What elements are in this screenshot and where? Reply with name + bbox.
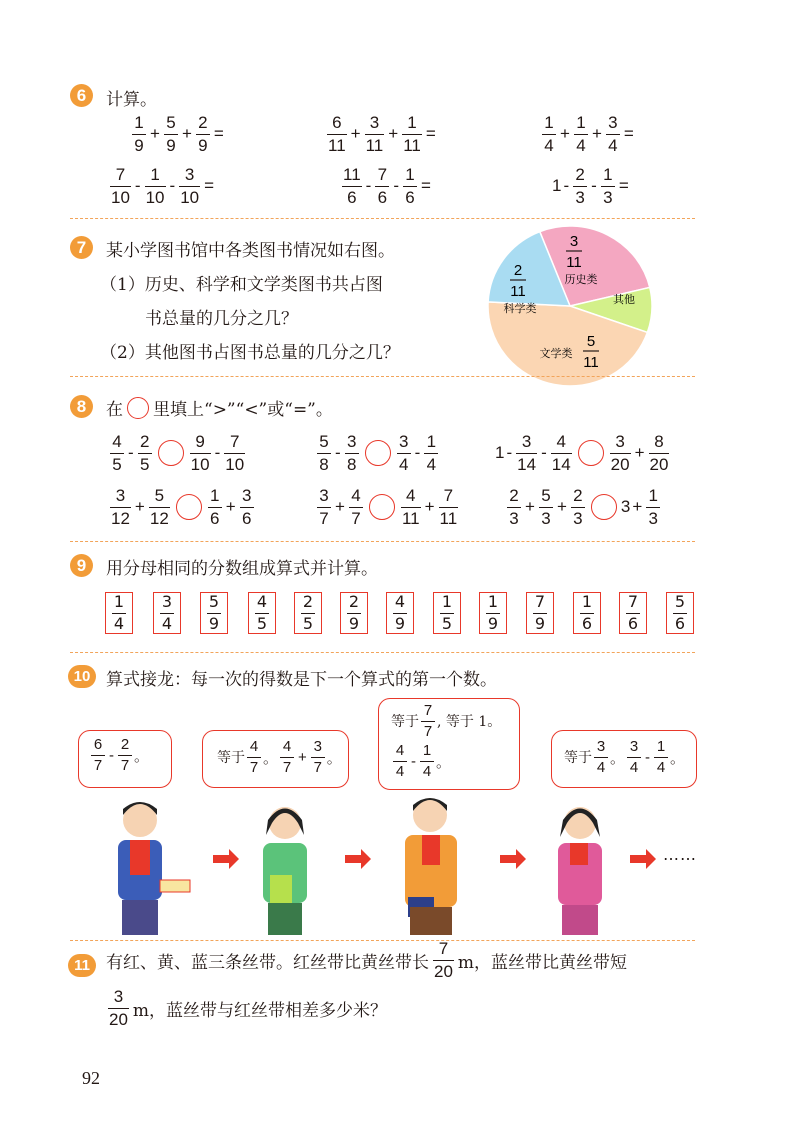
answer-circle[interactable]: [578, 440, 604, 466]
page-number: 92: [82, 1068, 100, 1088]
fraction-card: $\frac{4}{5}$: [248, 592, 276, 634]
fraction-card: $\frac{1}{9}$: [479, 592, 507, 634]
fraction: $\frac{1}{11}$: [403, 113, 421, 155]
section-8-title: 在 里填上“>”“<”或“=”。: [106, 395, 333, 420]
pie-label-history-num: 3: [569, 233, 579, 250]
fraction: $\frac{7}{10}$: [225, 432, 245, 474]
question-7-1: （1）历史、科学和文学类图书共占图: [100, 275, 383, 295]
pie-label-science-num: 2: [513, 262, 523, 279]
fraction: $\frac{7}{6}$: [375, 166, 389, 207]
pie-label-literature: 文学类: [539, 347, 573, 360]
fraction: $\frac{3}{4}$: [397, 433, 411, 474]
fraction: $\frac{11}{6}$: [343, 165, 361, 207]
fraction: $\frac{7}{10}$: [111, 165, 130, 207]
section-10-number: 10: [68, 665, 96, 688]
fraction-card: $\frac{3}{4}$: [153, 592, 181, 634]
compare-5: $\frac{3}{7}$ + $\frac{4}{7}$ $\frac{4}{11}$ + $\frac{7}{11}$: [315, 487, 460, 528]
fraction: $\frac{1}{9}$: [132, 114, 146, 155]
fraction: $\frac{3}{12}$: [111, 486, 130, 528]
calc-expr-1: $\frac{1}{9}$ + $\frac{5}{9}$ + $\frac{2}{9}$ =: [130, 114, 226, 155]
section-9-title: 用分母相同的分数组成算式并计算。: [106, 559, 378, 579]
fraction: $\frac{2}{5}$: [138, 433, 152, 474]
speech-bubble-4: 等于 $\frac{3}{4}$ 。 $\frac{3}{4}$ - $\frac{1}{4}$ 。: [551, 730, 697, 788]
fraction: $\frac{1}{6}$: [403, 166, 417, 207]
arrow-icon: [630, 849, 656, 869]
fraction-card: $\frac{7}{6}$: [619, 592, 647, 634]
calc-expr-6: 1 - $\frac{2}{3}$ - $\frac{1}{3}$ =: [552, 165, 629, 207]
fraction: $\frac{1}{3}$: [646, 487, 660, 528]
answer-circle[interactable]: [591, 494, 617, 520]
children-illustration: [90, 785, 710, 935]
pie-label-science-den: 11: [510, 283, 526, 300]
fraction: $\frac{2}{9}$: [196, 114, 210, 155]
boy-1-figure: [118, 802, 190, 935]
divider: [70, 376, 695, 377]
divider: [70, 541, 695, 542]
fraction: $\frac{3}{6}$: [240, 487, 254, 528]
pie-label-other: 其他: [613, 293, 635, 306]
fraction: $\frac{5}{9}$: [164, 114, 178, 155]
arrow-icon: [500, 849, 526, 869]
fraction: $\frac{3}{8}$: [345, 433, 359, 474]
section-6-title: 计算。: [106, 90, 157, 110]
fraction-card: $\frac{1}{4}$: [105, 592, 133, 634]
fraction: $\frac{2}{3}$: [507, 487, 521, 528]
pie-label-literature-den: 11: [583, 354, 599, 371]
fraction: $\frac{3}{20}$: [610, 432, 630, 474]
fraction: $\frac{1}{4}$: [542, 114, 556, 155]
fraction: $\frac{6}{11}$: [328, 113, 346, 155]
fraction: $\frac{5}{3}$: [539, 487, 553, 528]
question-7-1-cont: 书总量的几分之几？: [145, 309, 298, 329]
fraction-card: $\frac{2}{5}$: [294, 592, 322, 634]
fraction-card: $\frac{7}{9}$: [526, 592, 554, 634]
question-7-2: （2）其他图书占图书总量的几分之几？: [100, 343, 400, 363]
fraction-card: $\frac{5}{9}$: [200, 592, 228, 634]
section-6-number: 6: [70, 84, 93, 107]
answer-circle[interactable]: [365, 440, 391, 466]
calc-expr-5: $\frac{11}{6}$ - $\frac{7}{6}$ - $\frac{1}{6}$ =: [343, 165, 431, 207]
compare-2: $\frac{5}{8}$ - $\frac{3}{8}$ $\frac{3}{4}$ - $\frac{1}{4}$: [315, 433, 440, 474]
section-11-line-2: $\frac{3}{20}$ m，蓝丝带与红丝带相差多少米？: [109, 987, 388, 1029]
answer-circle[interactable]: [127, 397, 149, 419]
arrow-icon: [345, 849, 371, 869]
calc-expr-4: $\frac{7}{10}$ - $\frac{1}{10}$ - $\frac{3}{10}$ =: [111, 165, 215, 207]
fraction: $\frac{4}{14}$: [551, 432, 571, 474]
fraction: $\frac{3}{4}$: [606, 114, 620, 155]
fraction: $\frac{3}{7}$: [317, 487, 331, 528]
fraction: $\frac{1}{10}$: [145, 165, 165, 207]
fraction: $\frac{5}{8}$: [317, 433, 331, 474]
girl-2-figure: [558, 807, 602, 935]
pie-label-science: 科学类: [503, 302, 537, 315]
fraction-card: $\frac{1}{6}$: [573, 592, 601, 634]
fraction-card: $\frac{5}{6}$: [666, 592, 694, 634]
fraction: $\frac{1}{4}$: [424, 433, 438, 474]
pie-label-history-den: 11: [566, 254, 582, 271]
answer-circle[interactable]: [158, 440, 184, 466]
speech-bubble-3: 等于 $\frac{7}{7}$ , 等于 1。 $\frac{4}{4}$ - $\frac{1}{4}$ 。: [378, 698, 520, 790]
boy-2-figure: [405, 798, 457, 935]
section-7-title: 某小学图书馆中各类图书情况如右图。: [106, 241, 395, 261]
pie-label-history: 历史类: [564, 273, 598, 286]
girl-1-figure: [263, 807, 307, 935]
fraction: $\frac{5}{12}$: [149, 486, 169, 528]
compare-1: $\frac{4}{5}$ - $\frac{2}{5}$ $\frac{9}{10}$ - $\frac{7}{10}$: [108, 433, 247, 474]
speech-bubble-1: $\frac{6}{7}$ - $\frac{2}{7}$ 。: [78, 730, 172, 788]
answer-circle[interactable]: [369, 494, 395, 520]
fraction-card: $\frac{4}{9}$: [386, 592, 414, 634]
pie-label-literature-num: 5: [586, 333, 596, 350]
ellipsis: ……: [663, 845, 697, 864]
compare-6: $\frac{2}{3}$ + $\frac{5}{3}$ + $\frac{2}{3}$ 3 + $\frac{1}{3}$: [505, 487, 662, 528]
section-11-number: 11: [68, 954, 96, 977]
section-9-number: 9: [70, 554, 93, 577]
fraction: $\frac{1}{3}$: [601, 166, 615, 207]
calc-expr-2: $\frac{6}{11}$ + $\frac{3}{11}$ + $\frac{1}{11}$ =: [328, 113, 436, 155]
fraction: $\frac{1}{6}$: [208, 487, 222, 528]
fraction: $\frac{9}{10}$: [190, 432, 210, 474]
compare-3: 1 - $\frac{3}{14}$ - $\frac{4}{14}$ $\frac{3}{20}$ + $\frac{8}{20}$: [495, 432, 669, 474]
fraction: $\frac{3}{11}$: [365, 113, 384, 155]
section-10-title: 算式接龙：每一次的得数是下一个算式的第一个数。: [106, 670, 497, 690]
fraction-card: $\frac{2}{9}$: [340, 592, 368, 634]
library-pie-chart: [480, 220, 660, 390]
fraction: $\frac{2}{3}$: [571, 487, 585, 528]
fraction: $\frac{2}{3}$: [573, 166, 587, 207]
section-7-number: 7: [70, 236, 93, 259]
divider: [70, 218, 695, 219]
fraction-card: $\frac{1}{5}$: [433, 592, 461, 634]
section-8-number: 8: [70, 395, 93, 418]
answer-circle[interactable]: [176, 494, 202, 520]
section-11-line-1: 有红、黄、蓝三条丝带。红丝带比黄丝带长 $\frac{7}{20}$ m，蓝丝带比黄丝带短: [106, 939, 628, 981]
calc-expr-3: $\frac{1}{4}$ + $\frac{1}{4}$ + $\frac{3}{4}$ =: [540, 114, 636, 155]
fraction: $\frac{8}{20}$: [649, 432, 669, 474]
fraction: $\frac{3}{14}$: [517, 432, 537, 474]
fraction: $\frac{1}{4}$: [574, 114, 588, 155]
fraction: $\frac{3}{10}$: [180, 165, 200, 207]
fraction: $\frac{4}{5}$: [110, 433, 124, 474]
fraction: $\frac{7}{11}$: [439, 486, 458, 528]
speech-bubble-2: 等于 $\frac{4}{7}$ 。 $\frac{4}{7}$ + $\frac{3}{7}$ 。: [202, 730, 349, 788]
arrow-icon: [213, 849, 239, 869]
fraction: $\frac{4}{7}$: [349, 487, 363, 528]
compare-4: $\frac{3}{12}$ + $\frac{5}{12}$ $\frac{1}{6}$ + $\frac{3}{6}$: [108, 487, 256, 528]
fraction: $\frac{4}{11}$: [401, 486, 420, 528]
divider: [70, 652, 695, 653]
